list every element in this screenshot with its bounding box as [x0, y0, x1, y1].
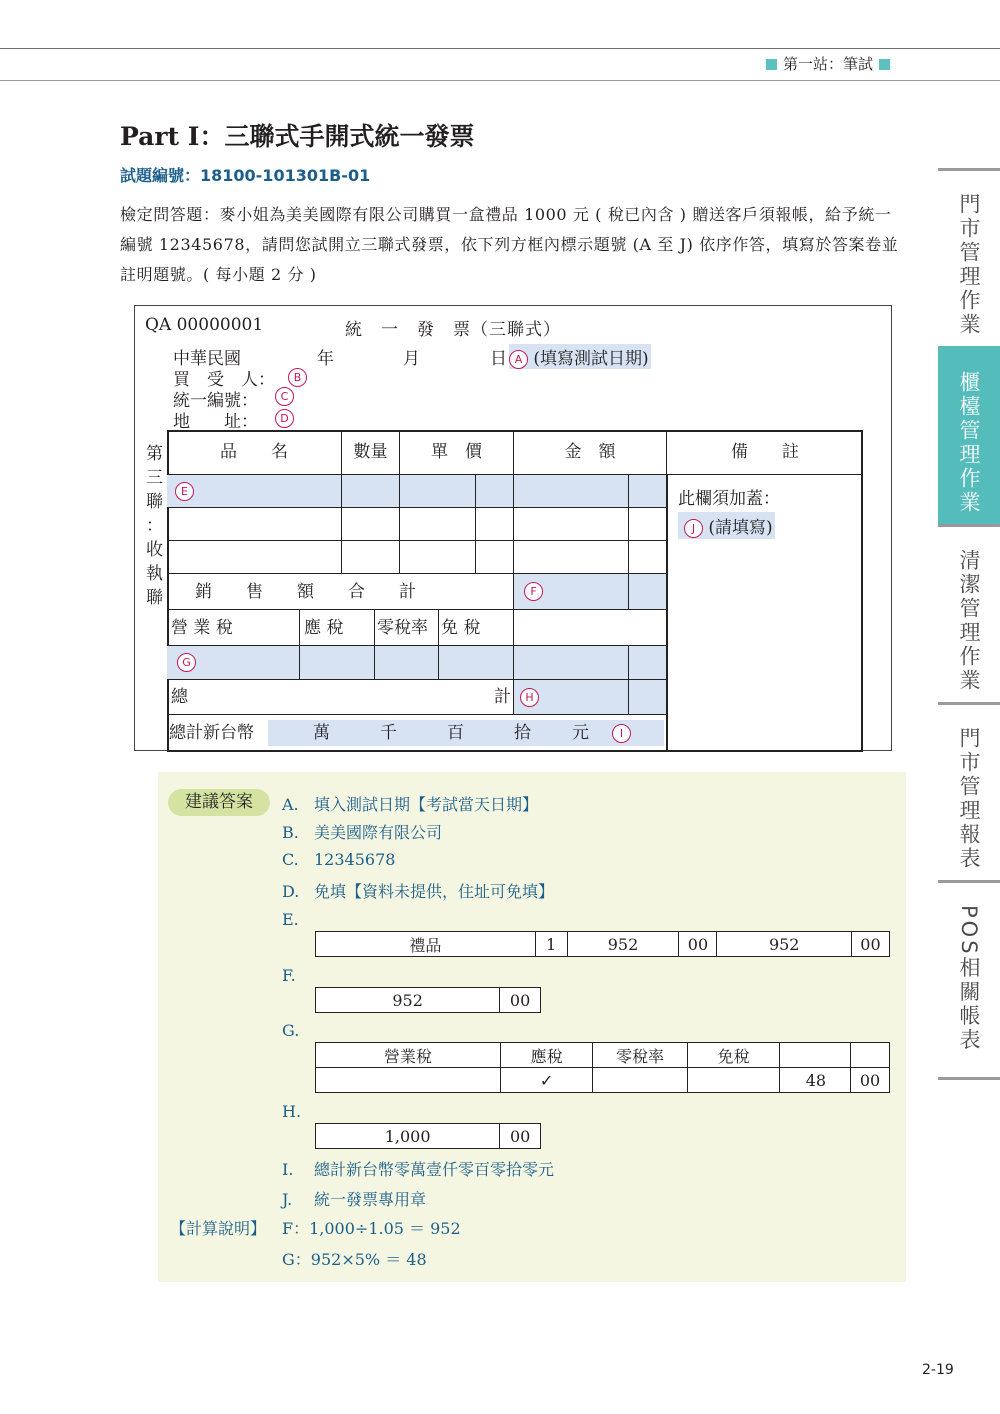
side-char: 第 [146, 444, 163, 464]
table-cell: 1,000 [316, 1124, 500, 1149]
roc-label: 中華民國 [173, 349, 241, 369]
table-cell: 952 [717, 932, 852, 957]
table-cell: 免稅 [687, 1043, 779, 1068]
item-amount-cell [514, 508, 629, 541]
tax-id-label: 統一編號： [173, 391, 258, 411]
table-cell: 應稅 [500, 1043, 592, 1068]
table-row [316, 1124, 541, 1149]
answer-a [282, 792, 538, 815]
business-tax-label: 營 業 稅 [167, 610, 300, 646]
sales-total-decimal-cell [629, 574, 667, 610]
answer-label: G. [282, 1021, 300, 1040]
total-right-char: 計 [494, 687, 511, 707]
circle-a-marker: A [509, 350, 528, 369]
side-char: 三 [146, 468, 163, 488]
calc-f: F：1,000÷1.05 ＝ 952 [282, 1219, 461, 1238]
side-tab-label: 門市管理報表 [957, 727, 981, 871]
item-amount-decimal-cell [629, 541, 667, 574]
table-cell: 營業稅 [316, 1043, 501, 1068]
answer-b [282, 820, 442, 843]
answer-h [282, 1102, 314, 1121]
item-price-cell [400, 508, 476, 541]
item-qty-cell [342, 475, 400, 508]
table-cell: 00 [679, 932, 717, 957]
note-area [667, 475, 863, 752]
answer-text: 12345678 [314, 850, 396, 869]
year-label: 年 [317, 349, 334, 369]
answer-d [282, 879, 554, 902]
table-cell: 00 [851, 932, 889, 957]
tax-blank-cell [514, 610, 667, 646]
side-char: 收 [146, 540, 163, 560]
side-tab-store-ops[interactable] [938, 168, 1000, 346]
side-char: 聯 [146, 588, 163, 608]
total-label-cell [167, 680, 514, 715]
total-amount-cell [514, 680, 629, 715]
item-price-decimal-cell [476, 508, 514, 541]
circle-h-marker: H [520, 688, 539, 707]
col-amount-header: 金 額 [514, 430, 667, 475]
answer-text: 免填【資料未提供，住址可免填】 [314, 882, 555, 901]
item-price-decimal-cell [476, 541, 514, 574]
answer-f-table [315, 987, 541, 1013]
col-price-header: 單 價 [400, 430, 514, 475]
item-name-cell [167, 541, 342, 574]
table-cell [316, 1068, 501, 1093]
side-char: 聯 [146, 492, 163, 512]
answer-f [282, 966, 314, 985]
answer-label: I. [282, 1160, 294, 1179]
table-cell: 零稅率 [593, 1043, 687, 1068]
page-title: Part I：三聯式手開式統一發票 [120, 122, 475, 151]
yuan-label: 元 [572, 723, 589, 743]
side-tab-store-reports[interactable] [938, 702, 1000, 880]
col-qty-header: 數量 [342, 430, 400, 475]
table-row [316, 932, 890, 957]
month-label: 月 [403, 349, 420, 369]
day-label: 日 [490, 349, 507, 369]
item-amount-cell [514, 475, 629, 508]
invoice-heading: 統 一 發 票（三聯式） [345, 320, 561, 340]
table-cell: 1 [535, 932, 567, 957]
answer-label: B. [282, 823, 299, 842]
note-hint-text: (請填寫) [708, 518, 773, 538]
question-text: 檢定問答題：麥小姐為美美國際有限公司購買一盒禮品 1000 元 ( 稅已內含 ) 贈送客戶須報帳，給予統一編號 12345678，請問您試開立三聯式發票，依下列方框內標示題號 (A 至 J) 依序作答，填寫於答案卷並註明題號。( 每小題 2 分 ) [120, 205, 899, 284]
answer-badge: 建議答案 [168, 789, 270, 816]
zero-rate-cell [375, 646, 439, 680]
calc-label: 【計算說明】 [170, 1219, 267, 1238]
circle-j-marker: J [684, 519, 703, 538]
answer-e-table [315, 931, 890, 957]
item-qty-cell [342, 541, 400, 574]
answer-label: E. [282, 910, 299, 929]
header-line [0, 48, 1000, 49]
answer-panel [158, 772, 906, 1282]
answer-text: 總計新台幣零萬壹仟零百零拾零元 [314, 1160, 555, 1179]
item-name-cell [167, 475, 342, 508]
date-hint-field [509, 344, 651, 369]
tax-amount-decimal-cell [629, 646, 667, 680]
answer-label: C. [282, 850, 299, 869]
note-text: 此欄須加蓋： [678, 489, 780, 509]
total-ntd-row [167, 715, 667, 752]
table-cell: 00 [500, 1124, 541, 1149]
answer-label: D. [282, 882, 300, 901]
taxable-label: 應 稅 [300, 610, 375, 646]
circle-b-marker: B [288, 368, 307, 387]
table-row [316, 988, 541, 1013]
answer-label: A. [282, 795, 299, 814]
station-text: 第一站：筆試 [783, 55, 874, 73]
item-price-cell [400, 475, 476, 508]
date-hint-text: (填寫測試日期) [533, 349, 649, 369]
zero-rate-label: 零稅率 [375, 610, 439, 646]
copy-side-label [146, 442, 166, 610]
side-tab-counter-ops[interactable] [938, 346, 1000, 524]
total-left-char: 總 [171, 687, 188, 707]
table-cell: 952 [567, 932, 679, 957]
side-tab-label: 門市管理作業 [957, 193, 981, 337]
item-amount-decimal-cell [629, 475, 667, 508]
answer-text: 填入測試日期【考試當天日期】 [314, 795, 539, 814]
taxable-cell [300, 646, 375, 680]
answer-e [282, 910, 314, 929]
wan-label: 萬 [313, 723, 330, 743]
total-ntd-label: 總計新台幣 [169, 723, 254, 743]
table-cell [687, 1068, 779, 1093]
qian-label: 千 [380, 723, 397, 743]
square-icon [879, 59, 890, 70]
sales-total-label: 銷 售 額 合 計 [167, 574, 514, 610]
exempt-label: 免 稅 [439, 610, 514, 646]
station-label [760, 53, 896, 74]
item-qty-cell [342, 508, 400, 541]
table-cell: 48 [780, 1068, 851, 1093]
col-item-header: 品 名 [167, 430, 342, 475]
circle-c-marker: C [275, 387, 294, 406]
item-name-cell [167, 508, 342, 541]
square-icon [766, 59, 777, 70]
side-char: 執 [146, 564, 163, 584]
item-price-decimal-cell [476, 475, 514, 508]
side-char: ： [146, 516, 163, 536]
answer-c [282, 850, 395, 869]
table-row [316, 1068, 890, 1093]
side-tab-cleaning-ops[interactable] [938, 524, 1000, 702]
col-note-header: 備 註 [667, 430, 863, 475]
side-tab-label: 清潔管理作業 [957, 549, 981, 693]
circle-g-marker: G [177, 653, 196, 672]
circle-i-marker: I [612, 724, 631, 743]
tax-amount-cell [514, 646, 629, 680]
table-cell: 00 [500, 988, 541, 1013]
calc-g: G：952×5% ＝ 48 [282, 1250, 427, 1269]
table-cell: 952 [316, 988, 500, 1013]
sales-total-cell [514, 574, 629, 610]
exempt-cell [439, 646, 514, 680]
answer-label: F. [282, 966, 296, 985]
header-line-bottom [0, 80, 1000, 81]
side-tab-label: 櫃檯管理作業 [957, 371, 981, 515]
invoice-number: QA 00000001 [145, 315, 264, 335]
item-price-cell [400, 541, 476, 574]
answer-g [282, 1021, 314, 1040]
bai-label: 百 [447, 723, 464, 743]
check-icon: ✓ [500, 1068, 592, 1093]
answer-label: J. [282, 1190, 293, 1209]
shi-label: 拾 [514, 723, 531, 743]
item-amount-cell [514, 541, 629, 574]
answer-text: 統一發票專用章 [314, 1190, 427, 1209]
side-tabs [938, 168, 1000, 1080]
item-amount-decimal-cell [629, 508, 667, 541]
circle-f-marker: F [524, 582, 543, 601]
address-label: 地 址： [173, 412, 258, 432]
table-cell: 禮品 [316, 932, 536, 957]
exam-code: 試題編號：18100-101301B-01 [120, 166, 371, 185]
circle-e-marker: E [175, 482, 194, 501]
answer-i [282, 1157, 554, 1180]
answer-h-table [315, 1123, 541, 1149]
table-cell [780, 1043, 851, 1068]
side-tab-pos-reports[interactable] [938, 880, 1000, 1080]
table-cell [851, 1043, 890, 1068]
invoice-item-table [167, 430, 863, 752]
page-number: 2-19 [922, 1362, 954, 1378]
answer-label: H. [282, 1102, 302, 1121]
answer-g-table [315, 1042, 890, 1093]
table-cell: 00 [851, 1068, 890, 1093]
buyer-label: 買 受 人： [173, 370, 275, 390]
note-hint-field [678, 512, 775, 539]
circle-d-marker: D [275, 409, 294, 428]
answer-text: 美美國際有限公司 [314, 823, 443, 842]
answer-j [282, 1187, 426, 1210]
side-tab-label: POS相關帳表 [957, 905, 981, 1053]
business-tax-cell [167, 646, 300, 680]
total-decimal-cell [629, 680, 667, 715]
table-row [316, 1043, 890, 1068]
table-cell [593, 1068, 687, 1093]
